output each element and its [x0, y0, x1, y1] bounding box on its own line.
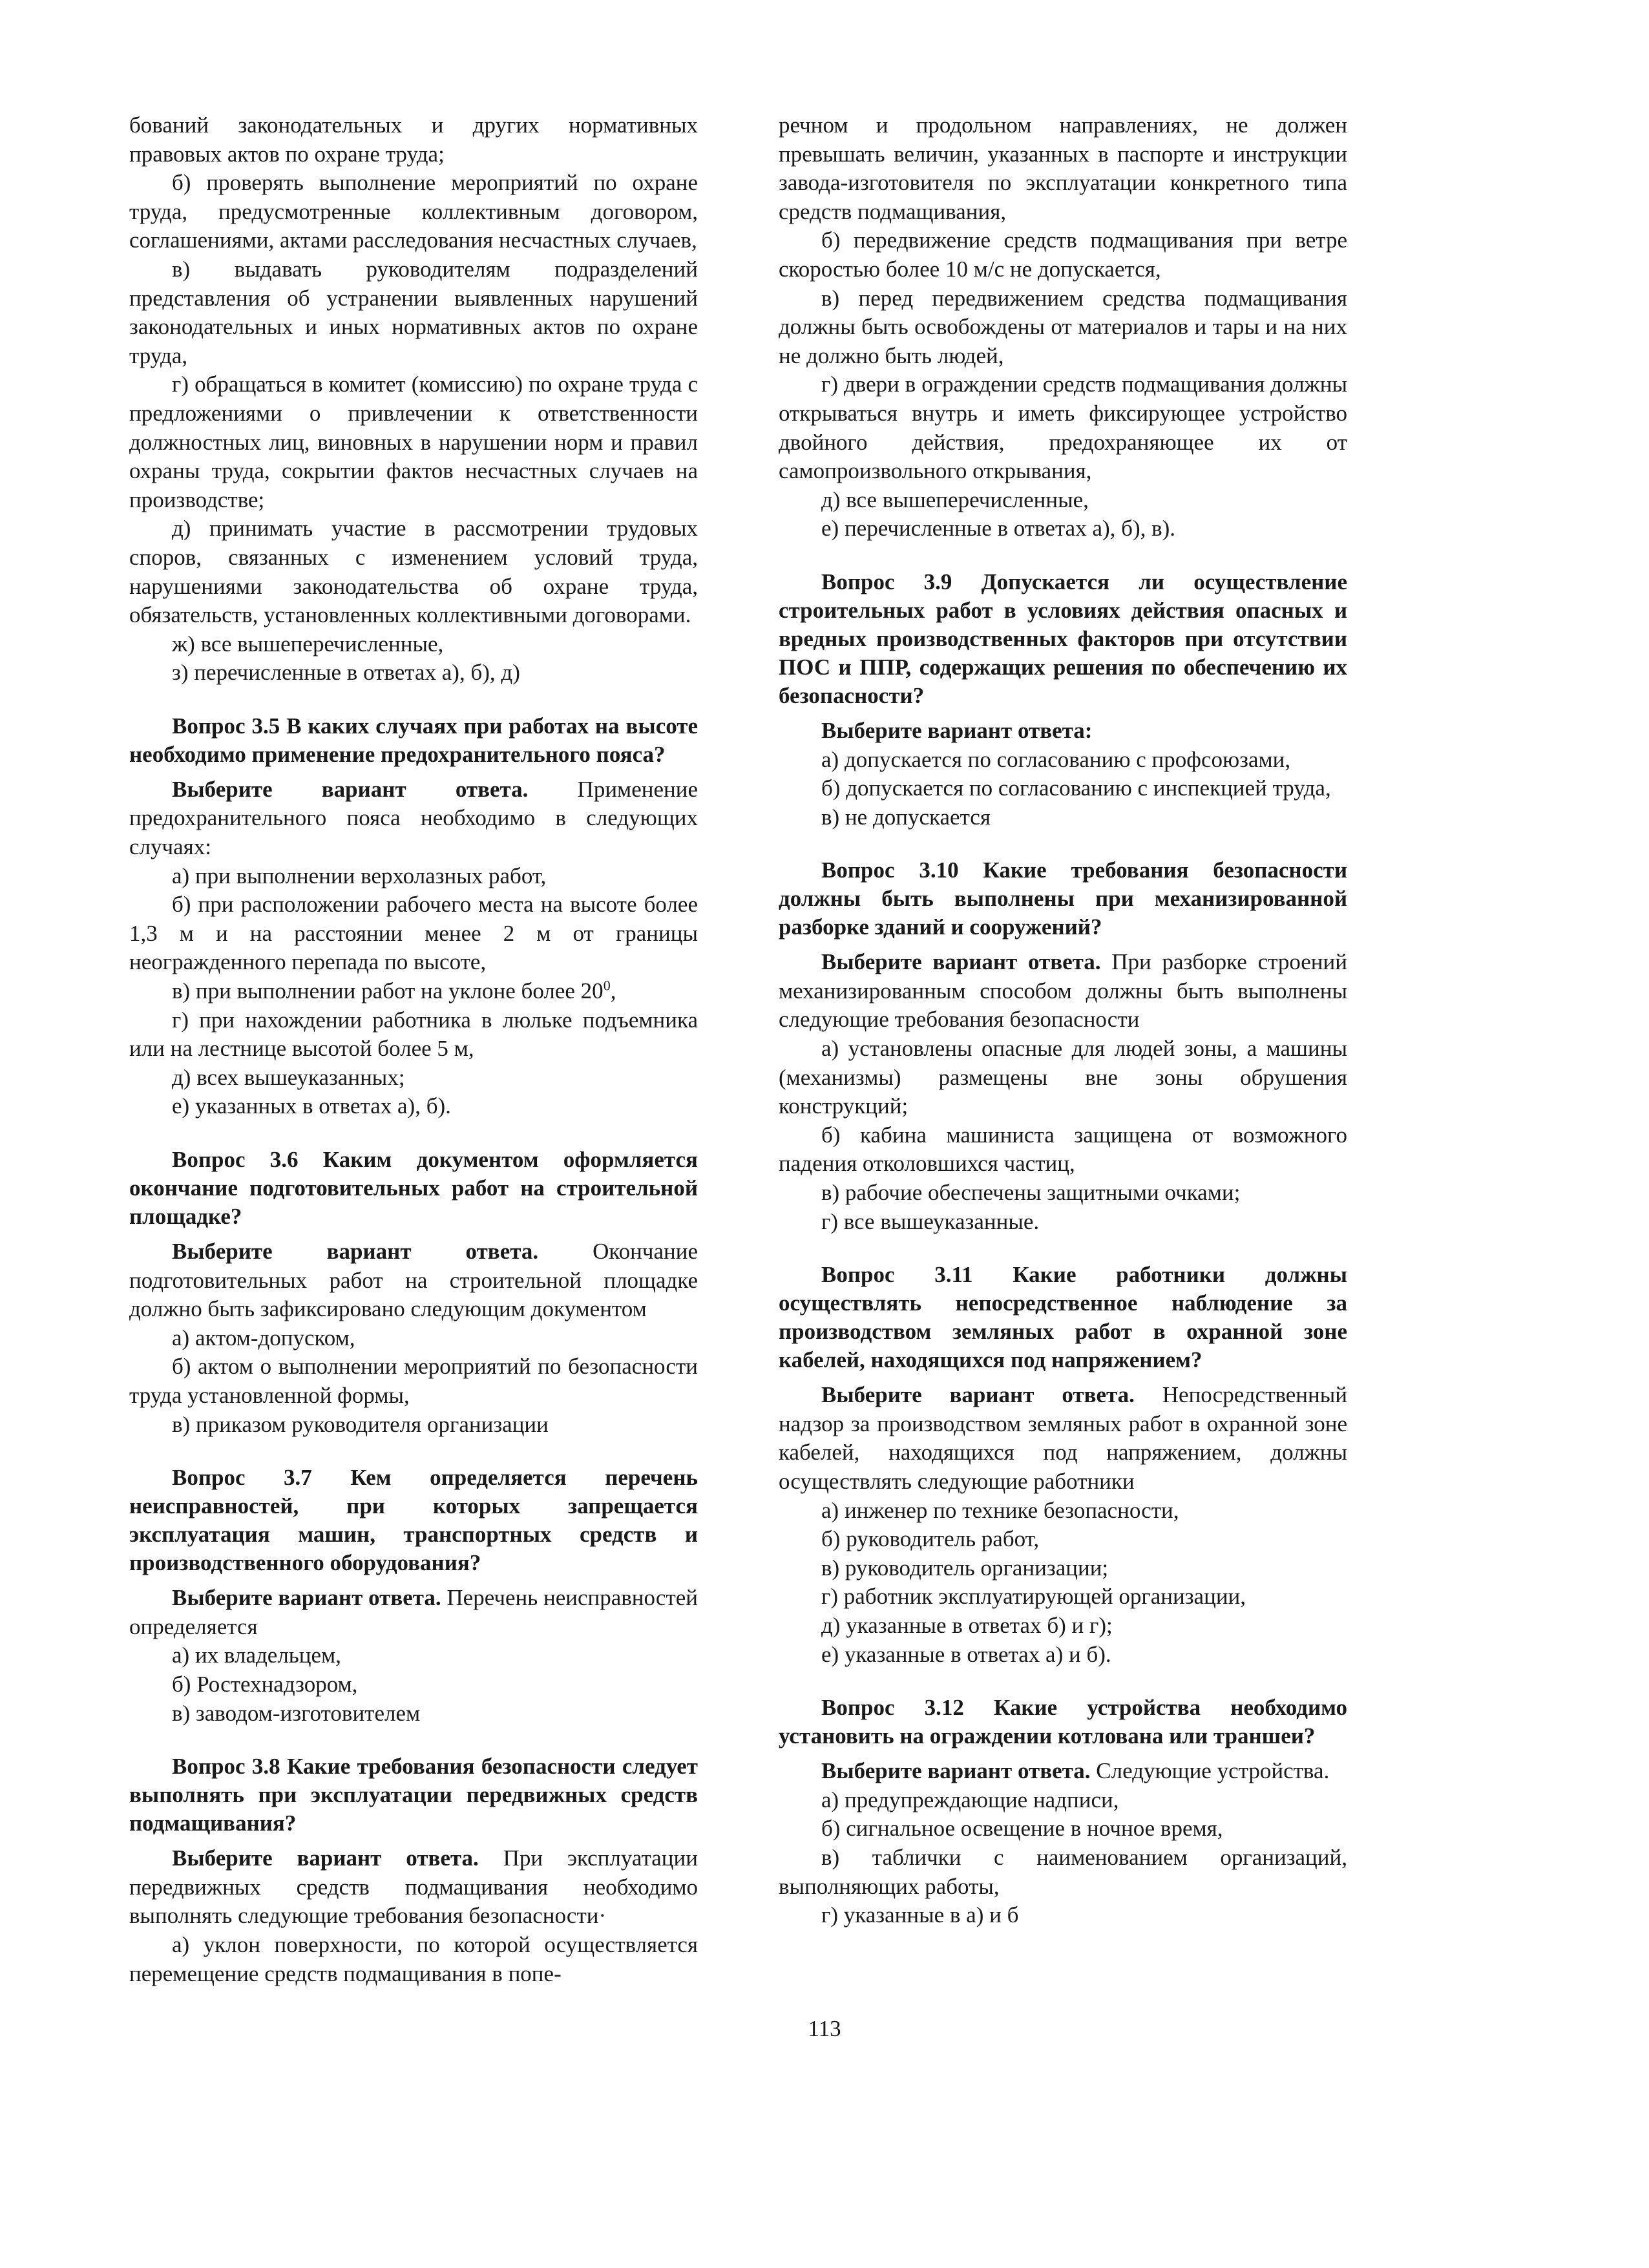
answer-lead: [129, 1844, 698, 1931]
answer-lead-text: При разборке строений механизированным способом должны быть выполнены следующие требования безопасности: [779, 949, 1347, 1033]
paragraph: в) выдавать руководителям подразделений представления об устранении выявленных нарушений законодательных и иных нормативных актов по охране труда,: [129, 256, 698, 368]
question-3-7-title: Вопрос 3.7 Кем определяется перечень неисправностей, при которых запрещается эксплуатация машин, транспортных средств и производственного оборудования?: [129, 1465, 698, 1576]
list-item: б) Ростехнадзором,: [172, 1671, 358, 1697]
answer-lead-text: Непосредственный надзор за производством земляных работ в охранной зоне кабелей, находящихся под напряжением, должны осуществлять следующие работники: [779, 1382, 1347, 1494]
right-column: [779, 111, 1347, 1930]
list-item: в) перед передвижением средства подмащивания должны быть освобождены от материалов и тары и на них не должно быть людей,: [779, 285, 1347, 368]
question-3-5-title: Вопрос 3.5 В каких случаях при работах на высоте необходимо применение предохранительного пояса?: [129, 713, 698, 767]
answer-lead-text: Следующие устройства.: [1090, 1758, 1330, 1784]
paragraph: речном и продольном направлениях, не должен превышать величин, указанных в паспорте и инструкции завода-изготовителя по эксплуатации конкретного типа средств подмащивания,: [779, 112, 1347, 224]
question-3-6-title: Вопрос 3.6 Каким документом оформляется окончание подготовительных работ на строительной площадке?: [129, 1147, 698, 1229]
list-item-tail: ,: [610, 978, 616, 1004]
list-item: в) руководитель организации;: [821, 1555, 1109, 1580]
answer-lead-text: Перечень неисправностей определяется: [129, 1585, 698, 1639]
question-3-8-title: Вопрос 3.8 Какие требования безопасности следует выполнять при эксплуатации передвижных средств подмащивания?: [129, 1754, 698, 1836]
paragraph: бований законодательных и других нормативных правовых актов по охране труда;: [129, 112, 698, 167]
list-item: д) указанные в ответах б) и г);: [821, 1612, 1113, 1638]
list-item: д) всех вышеуказанных;: [172, 1064, 405, 1090]
list-item: г) работник эксплуатирующей организации,: [821, 1584, 1246, 1610]
list-item: б) кабина машиниста защищена от возможного падения отколовшихся частиц,: [779, 1122, 1347, 1177]
list-item: а) при выполнении верхолазных работ,: [172, 863, 547, 888]
answer-label: Выберите вариант ответа.: [172, 1239, 539, 1264]
list-item: в) таблички с наименованием организаций, выполняющих работы,: [779, 1844, 1347, 1899]
list-item: б) при расположении рабочего места на высоте более 1,3 м и на расстоянии менее 2 м от границы неогражденного перепада по высоте,: [129, 892, 698, 975]
answer-label: Выберите вариант ответа.: [172, 1845, 479, 1871]
degree-superscript: 0: [603, 977, 611, 994]
list-item: б) руководитель работ,: [821, 1526, 1040, 1552]
list-item: г) при нахождении работника в люльке подъемника или на лестнице высотой более 5 м,: [129, 1007, 698, 1062]
list-item: а) их владельцем,: [172, 1643, 341, 1668]
answer-lead: [779, 948, 1347, 1034]
list-item: г) двери в ограждении средств подмащивания должны открываться внутрь и иметь фиксирующее устройство двойного действия, предохраняющее их от самопроизвольного открывания,: [779, 372, 1347, 484]
answer-label: Выберите вариант ответа.: [821, 1382, 1135, 1408]
list-item: з) перечисленные в ответах а), б), д): [172, 660, 520, 686]
list-item: а) уклон поверхности, по которой осуществляется перемещение средств подмащивания в попе-: [129, 1931, 698, 1986]
list-item: [129, 977, 698, 1006]
answer-label: Выберите вариант ответа.: [172, 1585, 441, 1611]
answer-label: Выберите вариант ответа.: [172, 776, 529, 802]
list-item: д) все вышеперечисленные,: [821, 487, 1089, 512]
question-3-11-title: Вопрос 3.11 Какие работники должны осуществлять непосредственное наблюдение за производством земляных работ в охранной зоне кабелей, находящихся под напряжением?: [779, 1262, 1347, 1373]
list-item-text: в) при выполнении работ на уклоне более 20: [172, 978, 604, 1004]
answer-lead: [129, 1584, 698, 1641]
question-3-10-title: Вопрос 3.10 Какие требования безопасности должны быть выполнены при механизированной разборке зданий и сооружений?: [779, 857, 1347, 940]
paragraph: г) обращаться в комитет (комиссию) по охране труда с предложениями о привлечении к ответственности должностных лиц, виновных в нарушении норм и правил охраны труда, сокрытии фактов несчастных случаев на производстве;: [129, 372, 698, 512]
list-item: в) рабочие обеспечены защитными очками;: [821, 1180, 1241, 1206]
answer-label: Выберите вариант ответа.: [821, 1758, 1091, 1784]
paragraph: б) проверять выполнение мероприятий по охране труда, предусмотренные коллективным договором, соглашениями, актами расследования несчастных случаев,: [129, 170, 698, 253]
answer-lead-text: Применение предохранительного пояса необходимо в следующих случаях:: [129, 776, 698, 860]
list-item: ж) все вышеперечисленные,: [172, 631, 444, 656]
list-item: е) перечисленные в ответах а), б), в).: [821, 516, 1176, 541]
list-item: б) актом о выполнении мероприятий по безопасности труда установленной формы,: [129, 1354, 698, 1408]
list-item: г) указанные в а) и б: [821, 1902, 1019, 1928]
answer-lead: [129, 1237, 698, 1324]
answer-lead: [129, 775, 698, 862]
list-item: в) не допускается: [821, 804, 991, 830]
paragraph: д) принимать участие в рассмотрении трудовых споров, связанных с изменением условий труда, нарушениями законодательства об охране труда, обязательств, установленных коллективными договорами.: [129, 516, 698, 628]
answer-lead-text: При эксплуатации передвижных средств подмащивания необходимо выполнять следующие требования безопасности·: [129, 1845, 698, 1929]
list-item: а) инженер по технике безопасности,: [821, 1497, 1179, 1523]
list-item: а) предупреждающие надписи,: [821, 1787, 1119, 1812]
list-item: в) заводом-изготовителем: [172, 1700, 421, 1726]
answer-lead: [779, 1757, 1347, 1786]
list-item: е) указанные в ответах а) и б).: [821, 1641, 1111, 1667]
list-item: е) указанных в ответах а), б).: [172, 1093, 451, 1119]
list-item: г) все вышеуказанные.: [821, 1208, 1040, 1234]
answer-lead-text: Окончание подготовительных работ на строительной площадке должно быть зафиксировано следующим документом: [129, 1239, 698, 1322]
question-3-9-title: Вопрос 3.9 Допускается ли осуществление строительных работ в условиях действия опасных и вредных производственных факторов при отсутствии ПОС и ППР, содержащих решения по обеспечению их безопасности?: [779, 569, 1347, 708]
list-item: а) актом-допуском,: [172, 1325, 355, 1350]
list-item: б) передвижение средств подмащивания при ветре скоростью более 10 м/с не допускается,: [779, 227, 1347, 282]
list-item: в) приказом руководителя организации: [172, 1411, 549, 1437]
list-item: а) установлены опасные для людей зоны, а машины (механизмы) размещены вне зоны обрушения конструкций;: [779, 1036, 1347, 1119]
question-3-12-title: Вопрос 3.12 Какие устройства необходимо установить на ограждении котлована или траншеи?: [779, 1695, 1347, 1749]
answer-label: Выберите вариант ответа:: [821, 717, 1093, 743]
answer-lead: [779, 1381, 1347, 1496]
list-item: б) допускается по согласованию с инспекцией труда,: [821, 775, 1331, 801]
left-column: [129, 111, 698, 1988]
page-number: 113: [808, 2016, 841, 2041]
answer-label: Выберите вариант ответа.: [821, 949, 1101, 975]
list-item: а) допускается по согласованию с профсоюзами,: [821, 746, 1291, 772]
list-item: б) сигнальное освещение в ночное время,: [821, 1816, 1223, 1842]
